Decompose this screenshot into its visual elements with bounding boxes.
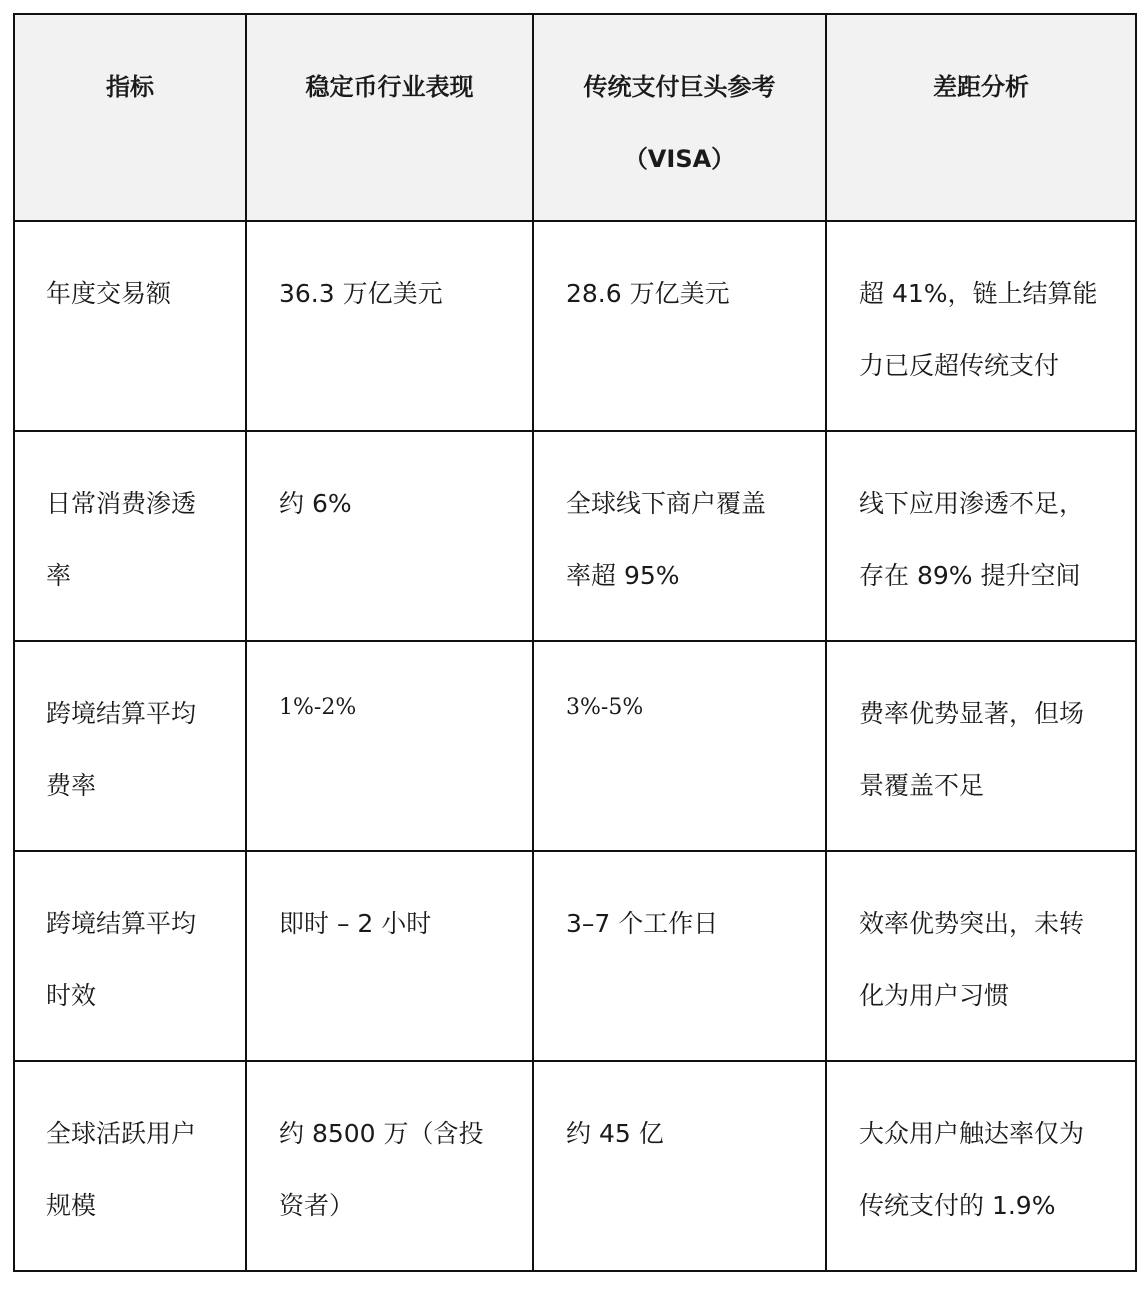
table-cell-stablecoin: 约 6% — [246, 431, 533, 641]
table-cell-gap: 费率优势显著，但场 景覆盖不足 — [826, 641, 1136, 851]
table-row — [14, 431, 1136, 641]
table-cell-stablecoin: 36.3 万亿美元 — [246, 221, 533, 431]
comparison-table — [13, 13, 1137, 1272]
table-body — [14, 221, 1136, 1271]
table-cell-metric: 全球活跃用户 规模 — [14, 1061, 246, 1271]
table-cell-gap: 大众用户触达率仅为 传统支付的 1.9% — [826, 1061, 1136, 1271]
table-cell-metric: 年度交易额 — [14, 221, 246, 431]
table-cell-visa: 全球线下商户覆盖 率超 95% — [533, 431, 826, 641]
table-cell-visa: 约 45 亿 — [533, 1061, 826, 1271]
table-cell-gap: 超 41%，链上结算能 力已反超传统支付 — [826, 221, 1136, 431]
table-cell-gap: 线下应用渗透不足， 存在 89% 提升空间 — [826, 431, 1136, 641]
table-row — [14, 221, 1136, 431]
table-cell-visa: 28.6 万亿美元 — [533, 221, 826, 431]
table-cell-gap: 效率优势突出，未转 化为用户习惯 — [826, 851, 1136, 1061]
table-cell-metric: 跨境结算平均 时效 — [14, 851, 246, 1061]
table-cell-visa: 3%-5% — [533, 641, 826, 851]
header-cell-stablecoin: 稳定币行业表现 — [246, 14, 533, 221]
table-cell-stablecoin: 1%-2% — [246, 641, 533, 851]
table-cell-stablecoin: 约 8500 万（含投 资者） — [246, 1061, 533, 1271]
table-row — [14, 641, 1136, 851]
header-cell-visa: 传统支付巨头参考 （VISA） — [533, 14, 826, 221]
table-cell-metric: 跨境结算平均 费率 — [14, 641, 246, 851]
table-cell-visa: 3–7 个工作日 — [533, 851, 826, 1061]
table-row — [14, 851, 1136, 1061]
table-cell-metric: 日常消费渗透 率 — [14, 431, 246, 641]
table-row — [14, 1061, 1136, 1271]
header-cell-gap: 差距分析 — [826, 14, 1136, 221]
header-row — [14, 14, 1136, 221]
table-header — [14, 14, 1136, 221]
header-cell-metric: 指标 — [14, 14, 246, 221]
table-cell-stablecoin: 即时 – 2 小时 — [246, 851, 533, 1061]
